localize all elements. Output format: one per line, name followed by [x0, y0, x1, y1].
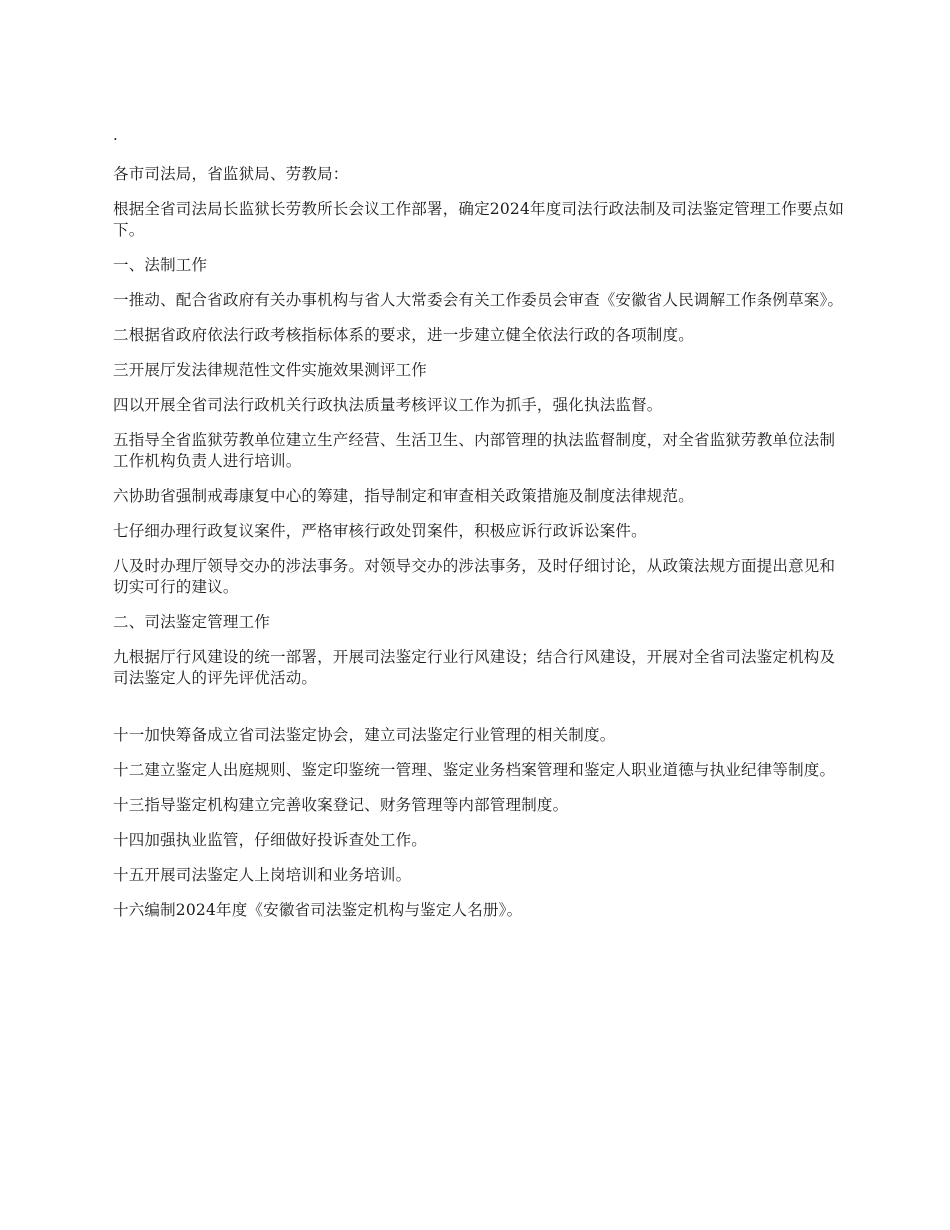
section-heading: 二、司法鉴定管理工作 [113, 613, 271, 631]
list-item: 七仔细办理行政复议案件，严格审核行政处罚案件，积极应诉行政诉讼案件。 [113, 522, 647, 540]
list-item: 八及时办理厅领导交办的涉法事务。对领导交办的涉法事务，及时仔细讨论，从政策法规方面提出意见和切实可行的建议。 [113, 557, 836, 596]
list-item: 一推动、配合省政府有关办事机构与省人大常委会有关工作委员会审查《安徽省人民调解工作条例草案》。 [113, 291, 844, 309]
page-marker: . [113, 126, 118, 144]
list-item: 九根据厅行风建设的统一部署，开展司法鉴定行业行风建设；结合行风建设，开展对全省司法鉴定机构及司法鉴定人的评先评优活动。 [113, 648, 836, 687]
list-item: 二根据省政府依法行政考核指标体系的要求，进一步建立健全依法行政的各项制度。 [113, 326, 694, 344]
list-item: 十三指导鉴定机构建立完善收案登记、财务管理等内部管理制度。 [113, 796, 569, 814]
salutation: 各市司法局，省监狱局、劳教局： [113, 165, 349, 183]
list-item: 三开展厅发法律规范性文件实施效果测评工作 [113, 361, 428, 379]
list-item: 十六编制2024年度《安徽省司法鉴定机构与鉴定人名册》。 [113, 901, 523, 919]
document-body [113, 128, 845, 935]
list-item: 四以开展全省司法行政机关行政执法质量考核评议工作为抓手，强化执法监督。 [113, 396, 663, 414]
list-item: 十五开展司法鉴定人上岗培训和业务培训。 [113, 866, 412, 884]
list-item: 六协助省强制戒毒康复中心的筹建，指导制定和审查相关政策措施及制度法律规范。 [113, 487, 694, 505]
list-item: 十二建立鉴定人出庭规则、鉴定印鉴统一管理、鉴定业务档案管理和鉴定人职业道德与执业纪律等制度。 [113, 761, 836, 779]
section-heading: 一、法制工作 [113, 256, 208, 274]
intro-paragraph: 根据全省司法局长监狱长劳教所长会议工作部署，确定2024年度司法行政法制及司法鉴定管理工作要点如下。 [113, 200, 845, 239]
list-item: 五指导全省监狱劳教单位建立生产经营、生活卫生、内部管理的执法监督制度，对全省监狱劳教单位法制工作机构负责人进行培训。 [113, 431, 836, 470]
list-item: 十四加强执业监管，仔细做好投诉查处工作。 [113, 831, 428, 849]
list-item: 十一加快筹备成立省司法鉴定协会，建立司法鉴定行业管理的相关制度。 [113, 726, 616, 744]
